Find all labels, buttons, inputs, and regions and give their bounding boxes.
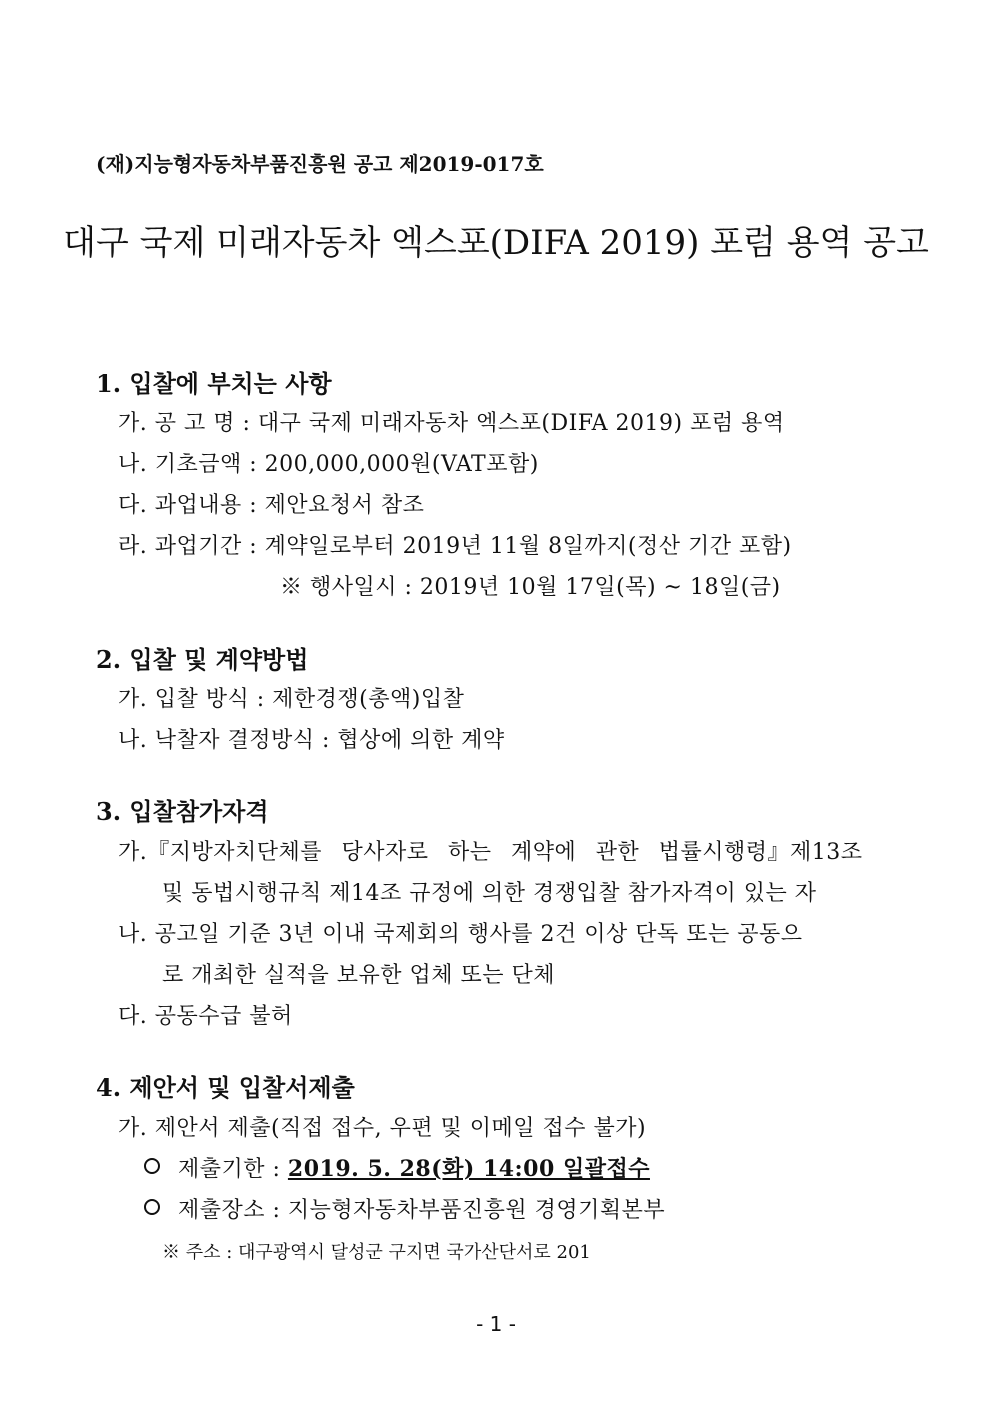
s4-deadline: [144, 1152, 650, 1183]
s3-item-b-line2: 로 개최한 실적을 보유한 업체 또는 단체: [162, 963, 555, 988]
s1-item-c: 다. 과업내용 : 제안요청서 참조: [118, 493, 425, 518]
section-2-heading: 2. 입찰 및 계약방법: [96, 645, 309, 674]
s3-item-b-line1: 나. 공고일 기준 3년 이내 국제회의 행사를 2건 이상 단독 또는 공동으: [118, 922, 803, 947]
s4-place-text: 제출장소 : 지능형자동차부품진흥원 경영기획본부: [178, 1198, 666, 1223]
circle-bullet-icon: [144, 1158, 160, 1174]
s4-deadline-value: 2019. 5. 28(화) 14:00 일괄접수: [287, 1156, 650, 1182]
page-title: 대구 국제 미래자동차 엑스포(DIFA 2019) 포럼 용역 공고: [63, 223, 929, 263]
s2-item-b: 나. 낙찰자 결정방식 : 협상에 의한 계약: [118, 728, 505, 753]
section-3-heading: 3. 입찰참가자격: [96, 797, 269, 826]
circle-bullet-icon: [144, 1199, 160, 1215]
s3-item-c: 다. 공동수급 불허: [118, 1004, 293, 1029]
s1-item-b: 나. 기초금액 : 200,000,000원(VAT포함): [118, 452, 539, 477]
notice-number: (재)지능형자동차부품진흥원 공고 제2019-017호: [96, 152, 544, 176]
s1-item-a: 가. 공 고 명 : 대구 국제 미래자동차 엑스포(DIFA 2019) 포럼 용역: [118, 411, 785, 436]
section-4-heading: 4. 제안서 및 입찰서제출: [96, 1073, 355, 1102]
s4-address: ※ 주소 : 대구광역시 달성군 구지면 국가산단서로 201: [162, 1242, 591, 1263]
s4-deadline-label: 제출기한 :: [178, 1157, 288, 1182]
page-number: - 1 -: [476, 1312, 516, 1336]
s3-item-a-line2: 및 동법시행규칙 제14조 규정에 의한 경쟁입찰 참가자격이 있는 자: [162, 881, 817, 906]
s2-item-a: 가. 입찰 방식 : 제한경쟁(총액)입찰: [118, 687, 465, 712]
s3-item-a-line1: 가.『지방자치단체를 당사자로 하는 계약에 관한 법률시행령』제13조: [118, 840, 863, 865]
s4-place: [144, 1193, 665, 1224]
s1-item-d: 라. 과업기간 : 계약일로부터 2019년 11월 8일까지(정산 기간 포함): [118, 534, 792, 559]
s1-event-date-note: ※ 행사일시 : 2019년 10월 17일(목) ~ 18일(금): [280, 575, 781, 600]
section-1-heading: 1. 입찰에 부치는 사항: [96, 369, 332, 398]
s4-item-a: 가. 제안서 제출(직접 접수, 우편 및 이메일 접수 불가): [118, 1116, 647, 1141]
